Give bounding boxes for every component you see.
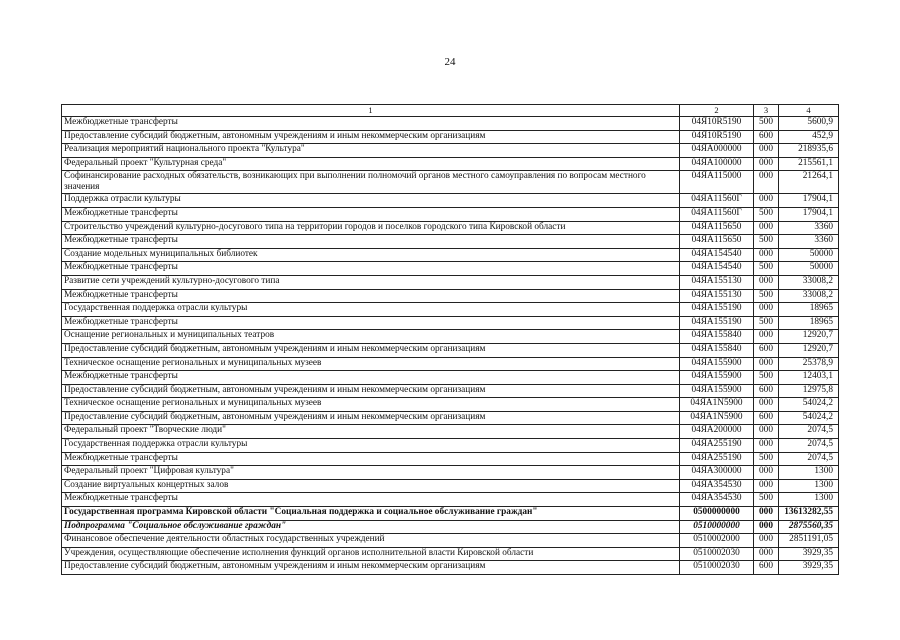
row-code-cell: 04ЯА1N5900 (680, 398, 754, 412)
table-row (62, 357, 839, 371)
row-amount-cell: 1300 (779, 479, 839, 493)
row-amount-cell: 3929,35 (779, 561, 839, 575)
row-type-cell: 000 (754, 194, 779, 208)
row-name-cell: Предоставление субсидий бюджетным, автономным учреждениям и иным некоммерческим организациям (62, 384, 680, 398)
table-row (62, 479, 839, 493)
row-type-cell: 000 (754, 144, 779, 158)
row-name-cell: Учреждения, осуществляющие обеспечение исполнения функций органов исполнительной власти Кировской области (62, 547, 680, 561)
table-row (62, 235, 839, 249)
row-code-cell: 04ЯА11560Г (680, 207, 754, 221)
row-amount-cell: 5600,9 (779, 117, 839, 131)
row-name-cell: Межбюджетные трансферты (62, 371, 680, 385)
row-name-cell: Предоставление субсидий бюджетным, автономным учреждениям и иным некоммерческим организациям (62, 343, 680, 357)
table-row (62, 330, 839, 344)
row-code-cell: 04ЯА300000 (680, 466, 754, 480)
row-name-cell: Государственная поддержка отрасли культуры (62, 439, 680, 453)
row-type-cell: 000 (754, 439, 779, 453)
row-code-cell: 04ЯА115000 (680, 171, 754, 194)
row-code-cell: 04ЯА255190 (680, 439, 754, 453)
row-amount-cell: 3929,35 (779, 547, 839, 561)
row-code-cell: 0510000000 (680, 520, 754, 534)
row-name-cell: Оснащение региональных и муниципальных театров (62, 330, 680, 344)
row-code-cell: 0510002030 (680, 561, 754, 575)
row-name-cell: Создание модельных муниципальных библиотек (62, 248, 680, 262)
row-amount-cell: 50000 (779, 262, 839, 276)
row-name-cell: Строительство учреждений культурно-досугового типа на территории городов и поселков городского типа Кировской области (62, 221, 680, 235)
table-row (62, 411, 839, 425)
row-name-cell: Реализация мероприятий национального проекта "Культура" (62, 144, 680, 158)
row-code-cell: 04ЯА000000 (680, 144, 754, 158)
budget-table-body (62, 105, 839, 575)
row-type-cell: 000 (754, 157, 779, 171)
row-type-cell: 000 (754, 479, 779, 493)
row-type-cell: 500 (754, 289, 779, 303)
row-amount-cell: 1300 (779, 493, 839, 507)
row-type-cell: 500 (754, 493, 779, 507)
table-row (62, 157, 839, 171)
row-amount-cell: 50000 (779, 248, 839, 262)
row-name-cell: Подпрограмма "Социальное обслуживание граждан" (62, 520, 680, 534)
row-amount-cell: 18965 (779, 316, 839, 330)
row-amount-cell: 12920,7 (779, 330, 839, 344)
row-name-cell: Межбюджетные трансферты (62, 289, 680, 303)
row-amount-cell: 218935,6 (779, 144, 839, 158)
table-row (62, 303, 839, 317)
row-code-cell: 04ЯА155840 (680, 343, 754, 357)
row-code-cell: 04ЯА100000 (680, 157, 754, 171)
row-name-cell: Техническое оснащение региональных и муниципальных музеев (62, 398, 680, 412)
row-name-cell: Софинансирование расходных обязательств, возникающих при выполнении полномочий органов местного самоуправления по вопросам местного значения (62, 171, 680, 194)
table-row (62, 316, 839, 330)
row-code-cell: 04ЯА155130 (680, 289, 754, 303)
row-name-cell: Федеральный проект "Творческие люди" (62, 425, 680, 439)
row-amount-cell: 2074,5 (779, 452, 839, 466)
row-amount-cell: 2875560,35 (779, 520, 839, 534)
row-code-cell: 04ЯА155900 (680, 357, 754, 371)
row-code-cell: 04ЯА155190 (680, 303, 754, 317)
row-code-cell: 04ЯА354530 (680, 479, 754, 493)
row-code-cell: 04ЯА1N5900 (680, 411, 754, 425)
row-amount-cell: 1300 (779, 466, 839, 480)
row-type-cell: 600 (754, 130, 779, 144)
row-type-cell: 000 (754, 398, 779, 412)
table-row (62, 384, 839, 398)
row-code-cell: 04ЯА115650 (680, 221, 754, 235)
table-row (62, 466, 839, 480)
row-name-cell: Межбюджетные трансферты (62, 452, 680, 466)
table-row (62, 493, 839, 507)
row-amount-cell: 54024,2 (779, 398, 839, 412)
row-type-cell: 000 (754, 171, 779, 194)
row-name-cell: Предоставление субсидий бюджетным, автономным учреждениям и иным некоммерческим организациям (62, 411, 680, 425)
row-code-cell: 04ЯА155190 (680, 316, 754, 330)
row-code-cell: 0510002030 (680, 547, 754, 561)
row-amount-cell: 215561,1 (779, 157, 839, 171)
row-amount-cell: 452,9 (779, 130, 839, 144)
row-name-cell: Межбюджетные трансферты (62, 207, 680, 221)
row-code-cell: 04ЯА115650 (680, 235, 754, 249)
row-amount-cell: 18965 (779, 303, 839, 317)
row-amount-cell: 17904,1 (779, 207, 839, 221)
row-code-cell: 04ЯА155900 (680, 371, 754, 385)
row-type-cell: 600 (754, 411, 779, 425)
table-row (62, 221, 839, 235)
table-row (62, 561, 839, 575)
table-row (62, 262, 839, 276)
row-name-cell: Межбюджетные трансферты (62, 316, 680, 330)
row-name-cell: Федеральный проект "Цифровая культура" (62, 466, 680, 480)
row-code-cell: 0500000000 (680, 507, 754, 521)
row-amount-cell: 13613282,55 (779, 507, 839, 521)
table-row (62, 117, 839, 131)
row-type-cell: 500 (754, 207, 779, 221)
row-amount-cell: 2074,5 (779, 425, 839, 439)
row-amount-cell: 12975,8 (779, 384, 839, 398)
row-name-cell: Техническое оснащение региональных и муниципальных музеев (62, 357, 680, 371)
row-code-cell: 04Я10R5190 (680, 130, 754, 144)
table-header-row (62, 105, 839, 117)
row-amount-cell: 3360 (779, 221, 839, 235)
row-code-cell: 04ЯА200000 (680, 425, 754, 439)
table-row (62, 343, 839, 357)
row-type-cell: 500 (754, 235, 779, 249)
table-row (62, 507, 839, 521)
budget-table (61, 104, 839, 575)
row-type-cell: 000 (754, 466, 779, 480)
column-header: 3 (754, 105, 779, 117)
table-row (62, 275, 839, 289)
column-header: 2 (680, 105, 754, 117)
row-amount-cell: 25378,9 (779, 357, 839, 371)
row-name-cell: Межбюджетные трансферты (62, 117, 680, 131)
table-row (62, 452, 839, 466)
table-row (62, 194, 839, 208)
row-code-cell: 04Я10R5190 (680, 117, 754, 131)
row-code-cell: 04ЯА11560Г (680, 194, 754, 208)
table-row (62, 371, 839, 385)
row-name-cell: Поддержка отрасли культуры (62, 194, 680, 208)
row-amount-cell: 2851191,05 (779, 534, 839, 548)
table-row (62, 207, 839, 221)
row-type-cell: 600 (754, 343, 779, 357)
row-type-cell: 000 (754, 507, 779, 521)
row-type-cell: 600 (754, 561, 779, 575)
table-row (62, 289, 839, 303)
row-type-cell: 000 (754, 520, 779, 534)
row-type-cell: 000 (754, 275, 779, 289)
row-type-cell: 500 (754, 371, 779, 385)
table-row (62, 248, 839, 262)
row-amount-cell: 3360 (779, 235, 839, 249)
row-code-cell: 04ЯА154540 (680, 248, 754, 262)
row-type-cell: 000 (754, 303, 779, 317)
row-type-cell: 000 (754, 330, 779, 344)
row-type-cell: 000 (754, 547, 779, 561)
row-type-cell: 500 (754, 452, 779, 466)
row-name-cell: Межбюджетные трансферты (62, 493, 680, 507)
page-number: 24 (444, 56, 456, 68)
row-name-cell: Финансовое обеспечение деятельности областных государственных учреждений (62, 534, 680, 548)
row-amount-cell: 21264,1 (779, 171, 839, 194)
column-header: 4 (779, 105, 839, 117)
row-name-cell: Создание виртуальных концертных залов (62, 479, 680, 493)
row-type-cell: 000 (754, 534, 779, 548)
row-name-cell: Государственная поддержка отрасли культуры (62, 303, 680, 317)
table-row (62, 425, 839, 439)
row-amount-cell: 2074,5 (779, 439, 839, 453)
row-name-cell: Предоставление субсидий бюджетным, автономным учреждениям и иным некоммерческим организациям (62, 561, 680, 575)
table-row (62, 547, 839, 561)
row-name-cell: Межбюджетные трансферты (62, 235, 680, 249)
row-code-cell: 04ЯА255190 (680, 452, 754, 466)
row-code-cell: 04ЯА354530 (680, 493, 754, 507)
row-amount-cell: 12920,7 (779, 343, 839, 357)
table-row (62, 534, 839, 548)
column-header: 1 (62, 105, 680, 117)
table-row (62, 130, 839, 144)
row-type-cell: 000 (754, 248, 779, 262)
row-amount-cell: 17904,1 (779, 194, 839, 208)
row-code-cell: 04ЯА155840 (680, 330, 754, 344)
row-name-cell: Предоставление субсидий бюджетным, автономным учреждениям и иным некоммерческим организациям (62, 130, 680, 144)
table-row (62, 144, 839, 158)
table-row (62, 171, 839, 194)
row-type-cell: 500 (754, 316, 779, 330)
row-type-cell: 000 (754, 357, 779, 371)
row-amount-cell: 33008,2 (779, 289, 839, 303)
row-amount-cell: 54024,2 (779, 411, 839, 425)
row-amount-cell: 33008,2 (779, 275, 839, 289)
row-type-cell: 000 (754, 425, 779, 439)
row-code-cell: 04ЯА155130 (680, 275, 754, 289)
row-type-cell: 500 (754, 117, 779, 131)
row-name-cell: Федеральный проект "Культурная среда" (62, 157, 680, 171)
row-type-cell: 600 (754, 384, 779, 398)
row-type-cell: 500 (754, 262, 779, 276)
row-type-cell: 000 (754, 221, 779, 235)
row-code-cell: 04ЯА155900 (680, 384, 754, 398)
row-code-cell: 0510002000 (680, 534, 754, 548)
row-code-cell: 04ЯА154540 (680, 262, 754, 276)
row-amount-cell: 12403,1 (779, 371, 839, 385)
row-name-cell: Развитие сети учреждений культурно-досугового типа (62, 275, 680, 289)
table-row (62, 398, 839, 412)
table-row (62, 520, 839, 534)
table-row (62, 439, 839, 453)
row-name-cell: Межбюджетные трансферты (62, 262, 680, 276)
row-name-cell: Государственная программа Кировской области "Социальная поддержка и социальное обслуживание граждан" (62, 507, 680, 521)
